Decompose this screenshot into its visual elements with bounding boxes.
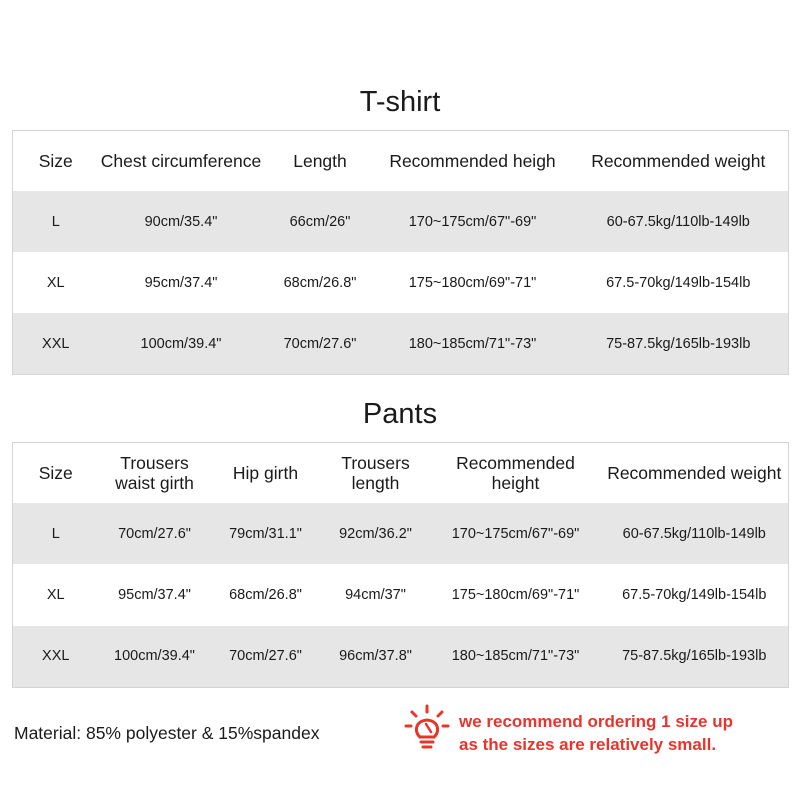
table-cell: 180~185cm/71"-73" [377, 313, 569, 375]
tshirt-size-table [12, 130, 789, 375]
column-header: Recommended weight [607, 463, 782, 483]
table-cell: 75-87.5kg/165lb-193lb [601, 626, 789, 688]
sizing-advice-line-2: as the sizes are relatively small. [459, 735, 717, 754]
table-row [13, 252, 789, 313]
table-cell: 75-87.5kg/165lb-193lb [569, 313, 789, 375]
table-cell: 90cm/35.4" [99, 191, 264, 252]
sizing-advice [459, 710, 733, 756]
table-cell: 66cm/26" [264, 191, 377, 252]
column-header: Trousers waist girth [115, 453, 194, 493]
table-cell: 79cm/31.1" [211, 503, 321, 564]
table-cell: 96cm/37.8" [321, 626, 431, 688]
table-header-row [13, 131, 789, 192]
table-header-row [13, 443, 789, 504]
column-header: Recommended weight [591, 151, 766, 171]
table-cell: 175~180cm/69"-71" [377, 252, 569, 313]
table-cell: 92cm/36.2" [321, 503, 431, 564]
table-row [13, 313, 789, 375]
material-note: Material: 85% polyester & 15%spandex [14, 723, 320, 743]
table-cell: 70cm/27.6" [264, 313, 377, 375]
table-cell: 94cm/37" [321, 564, 431, 625]
table-cell: 60-67.5kg/110lb-149lb [601, 503, 789, 564]
column-header: Size [38, 463, 73, 483]
table-row [13, 191, 789, 252]
sizing-advice-line-1: we recommend ordering 1 size up [459, 712, 733, 731]
size-cell: XXL [13, 626, 99, 688]
column-header: Trousers length [341, 453, 410, 493]
table-cell: 70cm/27.6" [211, 626, 321, 688]
table-cell: 68cm/26.8" [264, 252, 377, 313]
column-header: Chest circumference [100, 151, 262, 171]
table-cell: 100cm/39.4" [99, 626, 211, 688]
table-cell: 60-67.5kg/110lb-149lb [569, 191, 789, 252]
table-cell: 170~175cm/67"-69" [377, 191, 569, 252]
size-cell: XL [13, 252, 99, 313]
column-header: Hip girth [232, 463, 299, 483]
column-header: Length [293, 151, 347, 171]
size-cell: L [13, 191, 99, 252]
table-cell: 95cm/37.4" [99, 252, 264, 313]
table-cell: 95cm/37.4" [99, 564, 211, 625]
table-row [13, 503, 789, 564]
size-cell: XXL [13, 313, 99, 375]
table-row [13, 626, 789, 688]
table-cell: 100cm/39.4" [99, 313, 264, 375]
lightbulb-icon [404, 704, 450, 754]
column-header: Size [38, 151, 73, 171]
table-cell: 67.5-70kg/149lb-154lb [569, 252, 789, 313]
table-cell: 70cm/27.6" [99, 503, 211, 564]
pants-size-table [12, 442, 789, 688]
table-cell: 68cm/26.8" [211, 564, 321, 625]
table-cell: 67.5-70kg/149lb-154lb [601, 564, 789, 625]
tshirt-section-title: T-shirt [359, 86, 441, 118]
column-header: Recommended height [456, 453, 575, 493]
column-header: Recommended heigh [389, 151, 556, 171]
table-cell: 180~185cm/71"-73" [431, 626, 601, 688]
table-row [13, 564, 789, 625]
pants-section-title: Pants [362, 398, 438, 430]
table-cell: 170~175cm/67"-69" [431, 503, 601, 564]
table-cell: 175~180cm/69"-71" [431, 564, 601, 625]
size-cell: L [13, 503, 99, 564]
size-cell: XL [13, 564, 99, 625]
